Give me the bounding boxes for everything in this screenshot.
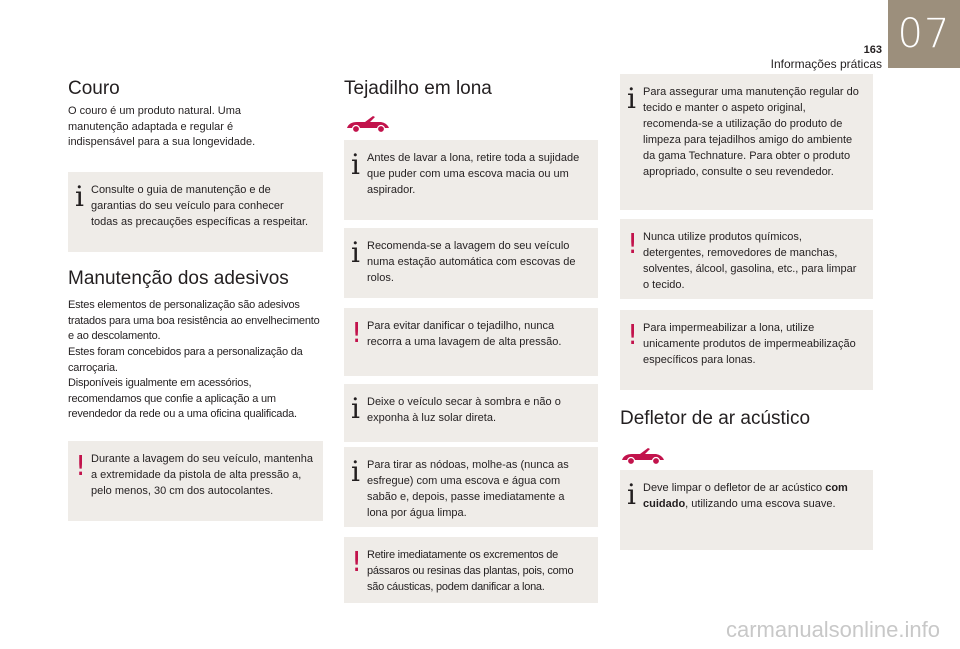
info-text: Antes de lavar a lona, retire toda a sujidade que puder com uma escova macia ou um aspirador. bbox=[367, 152, 580, 196]
couro-text: O couro é um produto natural. Uma manutenção adaptada e regular é indispensável para a sua longevidade. bbox=[68, 105, 256, 148]
info-box-1 bbox=[344, 140, 598, 220]
warning-text: Para evitar danificar o tejadilho, nunca recorra a uma lavagem de alta pressão. bbox=[367, 320, 562, 348]
warning-text: Nunca utilize produtos químicos, detergentes, removedores de manchas, solventes, álcool, gasolina, etc., para limpar o tecido. bbox=[643, 231, 857, 291]
info-box-technature bbox=[620, 74, 873, 210]
warning-icon: ! bbox=[351, 316, 363, 349]
info-box-defletor bbox=[620, 470, 873, 550]
info-icon: i bbox=[351, 148, 360, 181]
warning-box-adesivos bbox=[68, 441, 323, 521]
info-icon: i bbox=[351, 392, 360, 425]
warning-icon: ! bbox=[627, 318, 639, 351]
warning-icon: ! bbox=[351, 545, 363, 578]
info-box-5 bbox=[344, 447, 598, 527]
warning-box-impermeabilizar bbox=[620, 310, 873, 390]
warning-icon: ! bbox=[627, 227, 639, 260]
warning-box-3 bbox=[344, 308, 598, 376]
warning-text: Para impermeabilizar a lona, utilize unicamente produtos de impermeabilização específicos para lonas. bbox=[643, 322, 856, 366]
info-box-2 bbox=[344, 228, 598, 298]
heading-tejadilho: Tejadilho em lona bbox=[344, 78, 492, 99]
warning-icon: ! bbox=[75, 449, 87, 482]
heading-couro: Couro bbox=[68, 78, 120, 99]
convertible-car-icon bbox=[345, 112, 391, 134]
adesivos-text-1: Estes elementos de personalização são adesivos tratados para uma boa resistência ao envelhecimento e ao descolamento. bbox=[68, 299, 320, 342]
info-text: Deve limpar o defletor de ar acústico com cuidado, utilizando uma escova suave. bbox=[643, 482, 848, 510]
watermark: carmanualsonline.info bbox=[725, 617, 940, 642]
page-number: 163 bbox=[863, 44, 882, 56]
info-text: Consulte o guia de manutenção e de garantias do seu veículo para conhecer todas as precauções específicas a respeitar. bbox=[91, 184, 309, 228]
chapter-tab: 07 bbox=[888, 0, 960, 68]
info-text: Para assegurar uma manutenção regular do tecido e manter o aspeto original, recomenda-se a utilização do produto de limpeza para tejadilhos amigo do ambiente da gama Technature. Para obter o produto apropriado, consulte o seu revendedor. bbox=[643, 86, 859, 178]
info-text: Recomenda-se a lavagem do seu veículo numa estação automática com escovas de rolos. bbox=[367, 240, 576, 284]
warning-text: Retire imediatamente os excrementos de pássaros ou resinas das plantas, pois, como são cáusticas, podem danificar a lona. bbox=[367, 549, 574, 593]
warning-box-6 bbox=[344, 537, 598, 603]
heading-adesivos: Manutenção dos adesivos bbox=[68, 268, 289, 289]
info-text: Deixe o veículo secar à sombra e não o exponha à luz solar direta. bbox=[367, 396, 561, 424]
info-icon: i bbox=[351, 455, 360, 488]
info-text: Para tirar as nódoas, molhe-as (nunca as esfregue) com uma escova e água com sabão e, depois, passe imediatamente a lona por água limpa. bbox=[367, 459, 569, 519]
adesivos-text-3: Disponíveis igualmente em acessórios, recomendamos que confie a aplicação a um revendedor da rede ou a uma oficina qualificada. bbox=[68, 377, 297, 420]
info-icon: i bbox=[627, 82, 636, 115]
convertible-car-icon bbox=[620, 444, 666, 466]
info-icon: i bbox=[351, 236, 360, 269]
adesivos-text-2: Estes foram concebidos para a personalização da carroçaria. bbox=[68, 346, 303, 374]
heading-defletor: Defletor de ar acústico bbox=[620, 408, 811, 429]
warning-box-quimicos bbox=[620, 219, 873, 299]
info-icon: i bbox=[627, 478, 636, 511]
info-icon: i bbox=[75, 180, 84, 213]
info-box-4 bbox=[344, 384, 598, 442]
section-title: Informações práticas bbox=[770, 57, 882, 71]
warning-text: Durante a lavagem do seu veículo, mantenha a extremidade da pistola de alta pressão a, pelo menos, 30 cm dos autocolantes. bbox=[91, 453, 313, 497]
info-box-couro bbox=[68, 172, 323, 252]
